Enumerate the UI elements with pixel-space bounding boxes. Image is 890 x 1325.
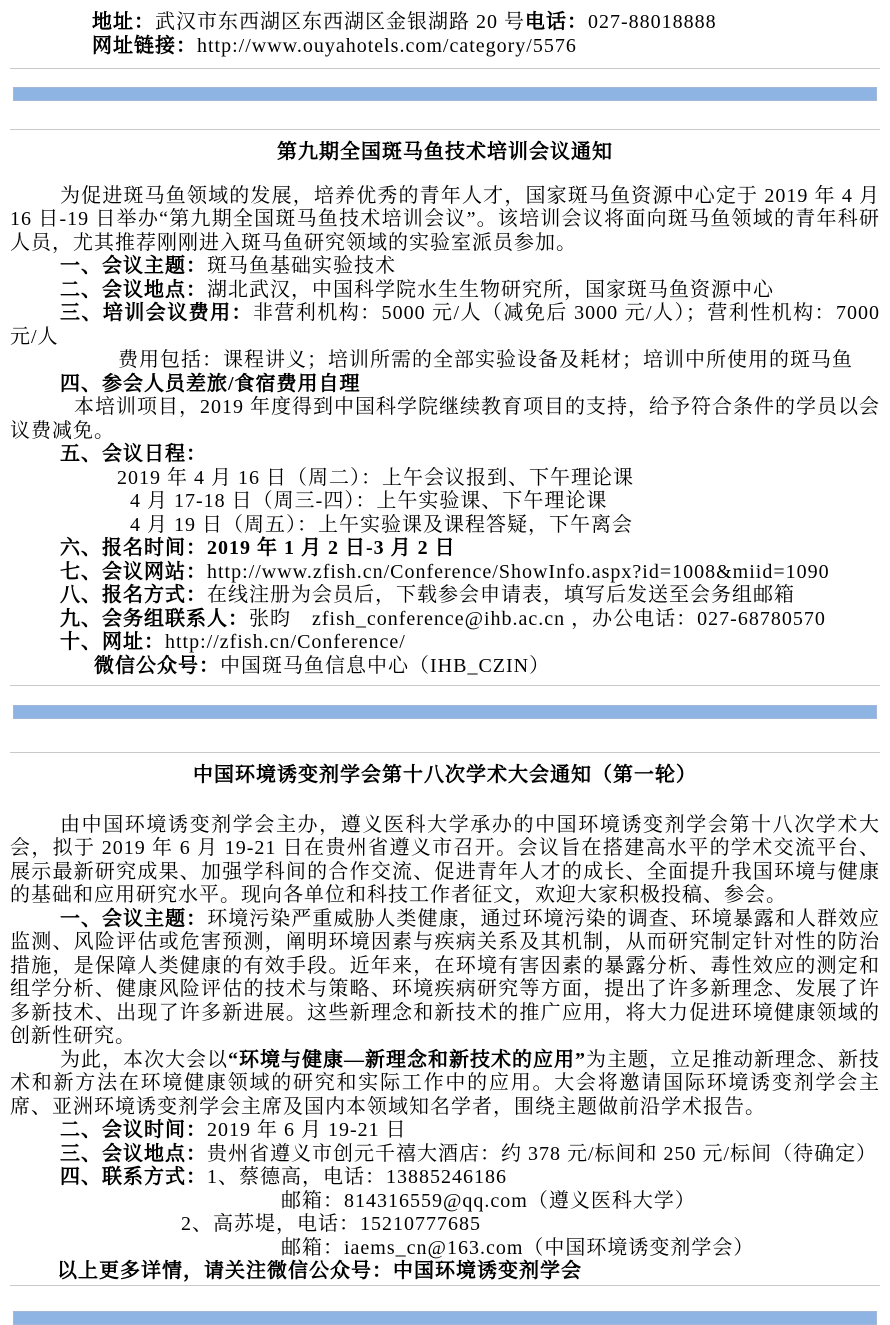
item-label: 以上更多详情，请关注微信公众号：中国环境诱变剂学会	[57, 1260, 582, 1282]
list-item	[10, 1166, 880, 1190]
address-label: 地址：	[92, 11, 155, 33]
item-label: 四、参会人员差旅/食宿费用自理	[60, 372, 361, 395]
divider-bar	[13, 87, 877, 101]
list-item	[10, 608, 880, 632]
item-label: 一、会议主题：	[60, 907, 208, 930]
phone-number: 027-88018888	[588, 11, 717, 33]
divider-bar	[13, 705, 877, 719]
list-item	[10, 302, 880, 349]
notice2-title: 中国环境诱变剂学会第十八次学术大会通知（第一轮）	[193, 764, 697, 786]
item-text: 非营利机构：5000 元/人（减免后 3000 元/人）；营利性机构：7000 元/人	[10, 302, 880, 348]
site-url: http://zfish.cn/Conference/	[165, 631, 406, 653]
item-text: 本培训项目，2019 年度得到中国科学院继续教育项目的支持，给予符合条件的学员以会议费减免。	[10, 396, 880, 442]
divider-line	[10, 68, 880, 69]
theme-pre: 为此，本次大会以	[60, 1048, 228, 1071]
address-line	[92, 11, 880, 35]
item-text: 2、高苏堤，电话：15210777685	[181, 1213, 481, 1235]
item-text: 中国斑马鱼信息中心（IHB_CZIN）	[220, 654, 551, 677]
schedule-line	[10, 490, 880, 514]
item-label: 九、会务组联系人：	[60, 607, 249, 630]
contact-email: 邮箱：iaems_cn@163.com（中国环境诱变剂学会）	[281, 1236, 755, 1259]
list-item	[10, 908, 880, 1049]
hotel-contact-block	[10, 11, 880, 58]
list-item	[10, 561, 880, 585]
item-label: 微信公众号：	[94, 654, 220, 677]
website-label: 网址链接：	[92, 34, 197, 57]
item-label: 五、会议日程：	[60, 443, 207, 465]
item-text: 2019 年 4 月 16 日（周二）：上午会议报到、下午理论课	[117, 466, 634, 489]
divider-line	[10, 129, 880, 130]
notice2-intro: 由中国环境诱变剂学会主办，遵义医科大学承办的中国环境诱变剂学会第十八次学术大会，拟于 2019 年 6 月 19-21 日在贵州省遵义市召开。会议旨在搭建高水平的学术交流平台、展示最新研究成果、加强学科间的合作交流、促进青年人才的成长、全面提升我国环境与健康的基础和应用研究水平。现向各单位和科技工作者征文，欢迎大家积极投稿、参会。	[10, 813, 880, 906]
list-subitem	[10, 396, 880, 443]
item-label: 三、会议地点：	[60, 1142, 207, 1165]
list-item	[10, 1143, 880, 1167]
contact-email: 邮箱：814316559@qq.com（遵义医科大学）	[281, 1189, 696, 1212]
item-text: 2019 年 6 月 19-21 日	[207, 1119, 407, 1141]
item-label: 二、会议地点：	[60, 278, 207, 301]
contact-email: 张昀 zfish_conference@ihb.ac.cn ，办公电话：027-68780570	[249, 607, 826, 630]
item-label: 二、会议时间：	[60, 1119, 207, 1141]
phone-line	[525, 11, 717, 35]
theme-paragraph	[10, 1049, 880, 1120]
theme-title-bold: “环境与健康—新理念和新技术的应用”	[228, 1048, 586, 1071]
item-label: 八、报名方式：	[60, 584, 207, 606]
item-label: 一、会议主题：	[60, 255, 207, 277]
item-label: 六、报名时间：2019 年 1 月 2 日-3 月 2 日	[60, 537, 456, 559]
divider-bar	[13, 1311, 877, 1325]
contact-line	[10, 1213, 880, 1237]
schedule-line	[10, 514, 880, 538]
list-item	[10, 279, 880, 303]
item-label: 三、培训会议费用：	[60, 302, 253, 324]
item-text: 环境污染严重威胁人类健康，通过环境污染的调查、环境暴露和人群效应监测、风险评估或危害预测，阐明环境因素与疾病关系及其机制，从而研究制定针对性的防治措施，是保障人类健康的有效手段。近年来，在环境有害因素的暴露分析、毒性效应的测定和组学分析、健康风险评估的技术与策略、环境疾病研究等方面，提出了许多新理念、发展了许多新技术、出现了许多新进展。这些新理念和新技术的推广应用，将大力促进环境健康领域的创新性研究。	[10, 907, 881, 1047]
list-subitem	[10, 655, 880, 679]
item-text: 4 月 17-18 日（周三-四）：上午实验课、下午理论课	[130, 490, 608, 512]
website-line	[92, 35, 880, 59]
notice1-intro: 为促进斑马鱼领域的发展，培养优秀的青年人才，国家斑马鱼资源中心定于 2019 年 4 月 16 日-19 日举办“第九期全国斑马鱼技术培训会议”。该培训会议将面向斑马鱼领域的青年科研人员，尤其推荐刚刚进入斑马鱼研究领域的实验室派员参加。	[10, 184, 880, 254]
divider-line	[10, 1285, 880, 1286]
divider-line	[10, 752, 880, 753]
list-subitem	[10, 349, 880, 373]
notice1-title: 第九期全国斑马鱼技术培训会议通知	[277, 141, 613, 163]
item-text: 1、蔡德高，电话：13885246186	[207, 1166, 507, 1188]
item-text: 贵州省遵义市创元千禧大酒店：约 378 元/标间和 250 元/标间（待确定）	[207, 1142, 878, 1165]
divider-line	[10, 685, 880, 686]
list-item	[10, 631, 880, 655]
address-text: 武汉市东西湖区东西湖区金银湖路 20 号	[155, 11, 525, 33]
list-item	[10, 373, 880, 397]
list-item	[10, 443, 880, 467]
website-url: http://www.ouyahotels.com/category/5576	[197, 34, 577, 57]
footer-note	[10, 1260, 880, 1284]
list-item	[10, 584, 880, 608]
conference-url: http://www.zfish.cn/Conference/ShowInfo.aspx?id=1008&miid=1090	[207, 560, 830, 583]
item-label: 十、网址：	[60, 631, 165, 653]
list-item	[10, 255, 880, 279]
phone-label: 电话：	[525, 11, 588, 33]
list-item	[10, 1119, 880, 1143]
email-line	[10, 1237, 880, 1261]
item-text: 4 月 19 日（周五）：上午实验课及课程答疑，下午离会	[130, 513, 633, 536]
item-label: 七、会议网站：	[60, 560, 207, 583]
theme-post: 为主题，立足推动新理念、新技术和新方法在环境健康领域的研究和实际工作中的应用。大会将邀请国际环境诱变剂学会主席、亚洲环境诱变剂学会主席及国内本领域知名学者，围绕主题做前沿学术报告。	[10, 1048, 880, 1118]
item-text: 费用包括：课程讲义；培训所需的全部实验设备及耗材；培训中所使用的斑马鱼	[118, 349, 853, 371]
email-line	[10, 1190, 880, 1214]
item-text: 斑马鱼基础实验技术	[207, 255, 396, 277]
schedule-line	[10, 467, 880, 491]
list-item	[10, 537, 880, 561]
item-label: 四、联系方式：	[60, 1166, 207, 1188]
item-text: 湖北武汉，中国科学院水生生物研究所，国家斑马鱼资源中心	[207, 278, 774, 301]
item-text: 在线注册为会员后，下载参会申请表，填写后发送至会务组邮箱	[207, 584, 795, 606]
